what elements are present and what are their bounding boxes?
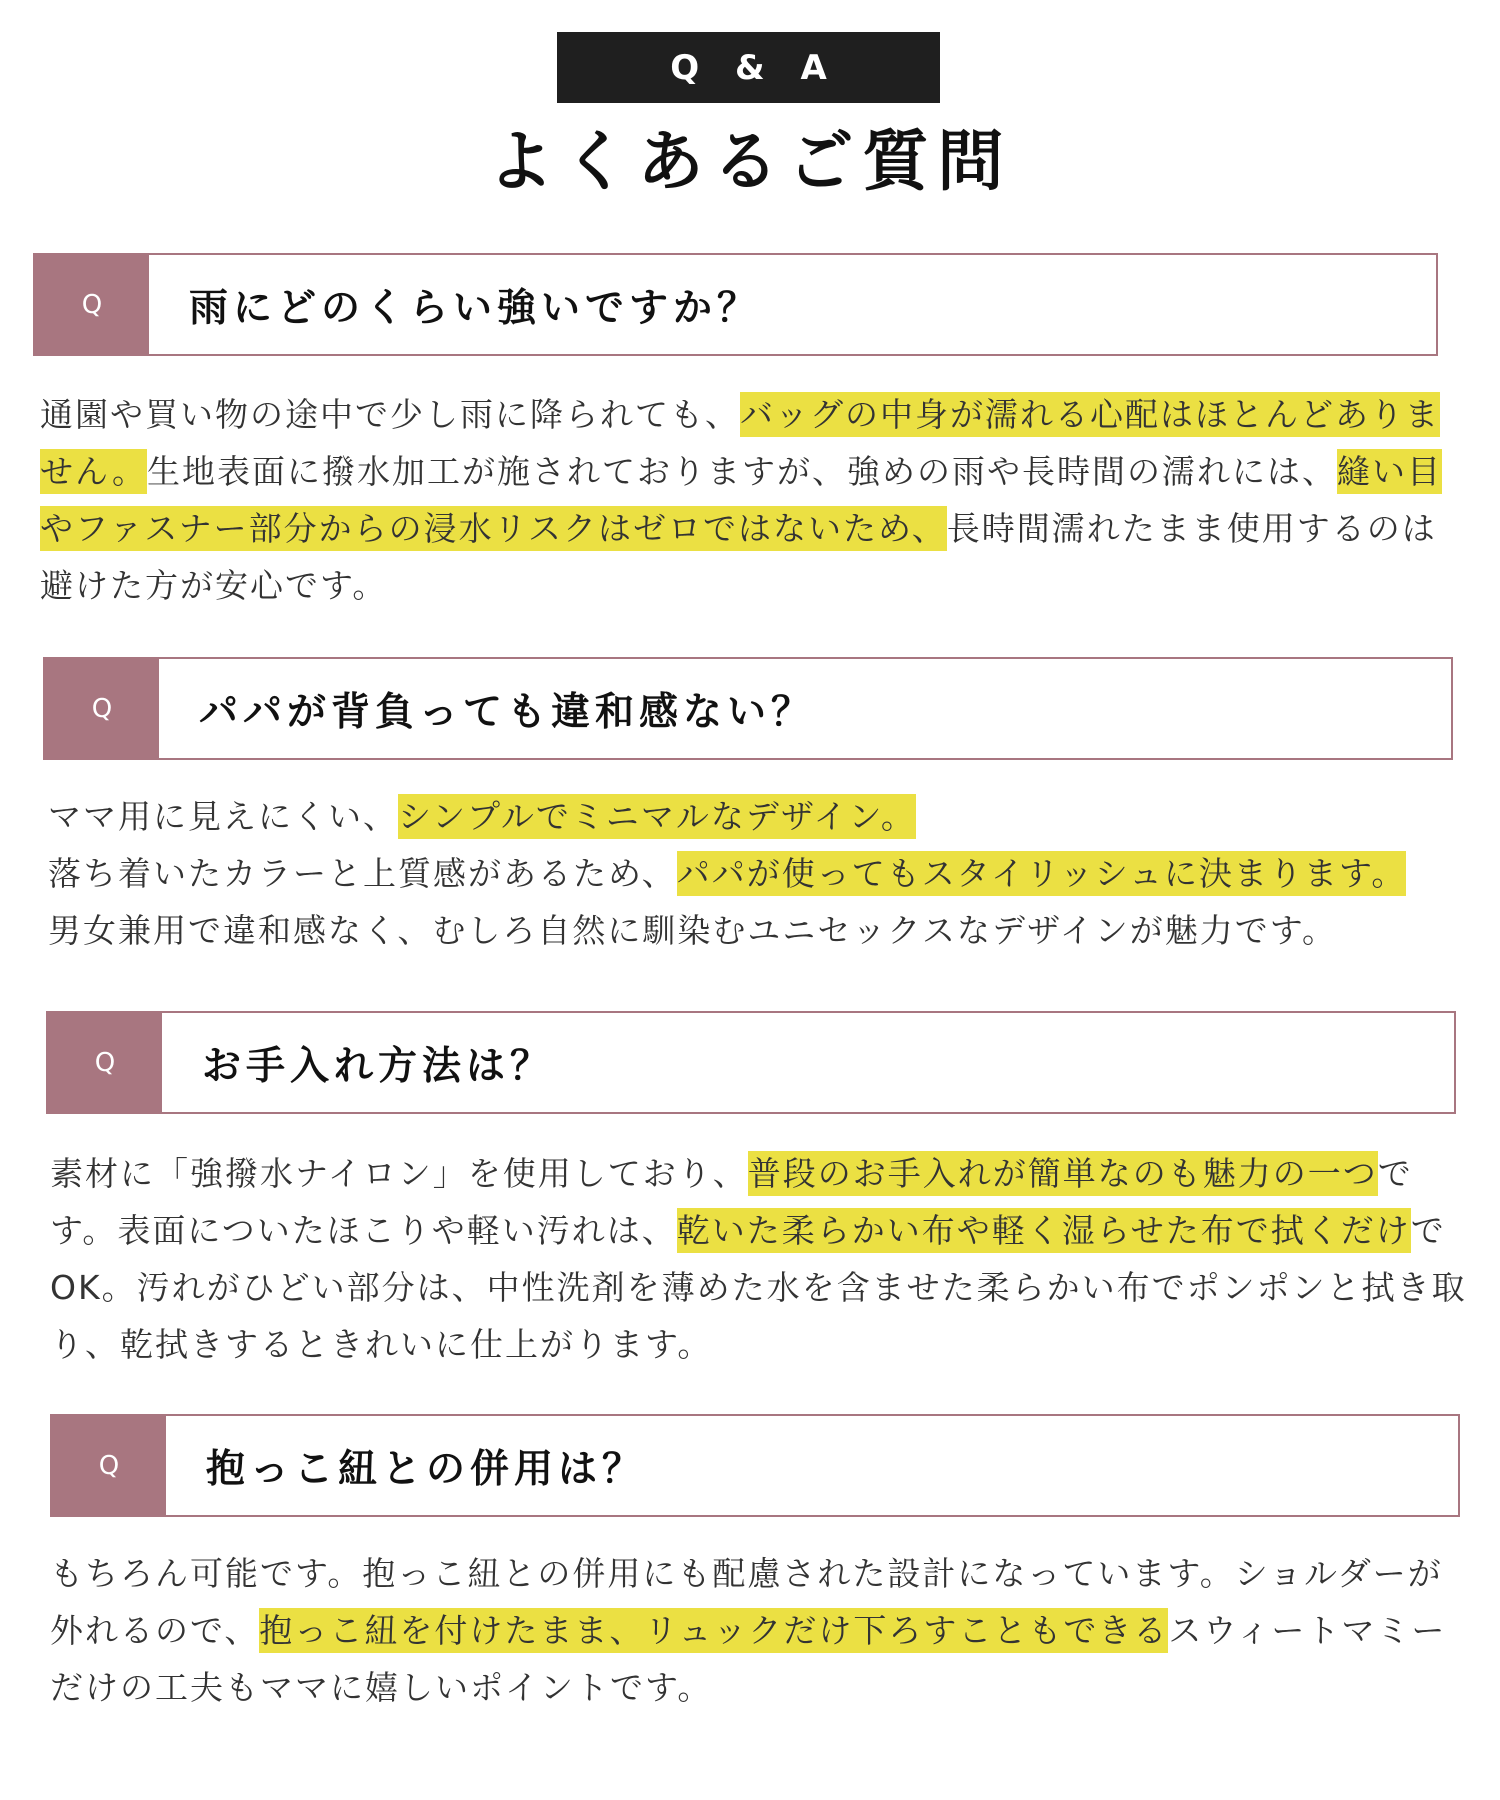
question-text: パパが背負っても違和感ない？ [199,689,816,735]
answer-highlight: 乾いた柔らかい布や軽く湿らせた布で拭くだけ [677,1208,1411,1253]
answer-text [40,386,1460,614]
answer-text [48,788,1488,959]
question-box [46,1011,1456,1114]
section-badge: Q & A [557,32,940,103]
answer-segment: 落ち着いたカラーと上質感があるため、 [48,854,677,893]
answer-text [50,1145,1480,1373]
answer-segment: 男女兼用で違和感なく、むしろ自然に馴染むユニセックスなデザインが魅力です。 [48,911,1338,950]
question-text: 抱っこ紐との併用は？ [206,1446,647,1492]
question-box [50,1414,1460,1517]
question-text: 雨にどのくらい強いですか？ [189,285,762,331]
answer-text [50,1545,1470,1716]
answer-highlight: 抱っこ紐を付けたまま、リュックだけ下ろすこともできる [259,1608,1168,1653]
answer-segment: 通園や買い物の途中で少し雨に降られても、 [40,395,740,434]
answer-segment: 素材に「強撥水ナイロン」を使用しており、 [50,1154,748,1193]
answer-segment: 長時間濡れたまま使用するのは避けた方が安心です。 [40,509,1437,605]
page-title: よくあるご質問 [487,123,1013,200]
answer-highlight: パパが使ってもスタイリッシュに決まります。 [677,851,1407,896]
answer-highlight: 縫い目やファスナー部分からの浸水リスクはゼロではないため、 [40,449,1442,551]
answer-highlight: バッグの中身が濡れる心配はほとんどありません。 [40,392,1440,494]
answer-segment: でOK。汚れがひどい部分は、中性洗剤を薄めた水を含ませた柔らかい布でポンポンと拭き取り、乾拭きするときれいに仕上がります。 [50,1211,1467,1364]
answer-highlight: 普段のお手入れが簡単なのも魅力の一つ [748,1151,1378,1196]
answer-highlight: シンプルでミニマルなデザイン。 [398,794,916,839]
answer-segment: です。表面についたほこりや軽い汚れは、 [50,1154,1413,1250]
answer-segment: スウィートマミーだけの工夫もママに嬉しいポイントです。 [50,1611,1447,1707]
q-mark: Q [48,1013,162,1112]
question-box [43,657,1453,760]
answer-segment: 生地表面に撥水加工が施されておりますが、強めの雨や長時間の濡れには、 [146,452,1337,491]
question-box [33,253,1438,356]
question-text: お手入れ方法は？ [202,1043,555,1089]
q-mark: Q [45,659,159,758]
q-mark: Q [35,255,149,354]
answer-segment: ママ用に見えにくい、 [48,797,398,836]
answer-segment: もちろん可能です。抱っこ紐との併用にも配慮された設計になっています。ショルダーが外れるので、 [50,1554,1443,1650]
q-mark: Q [52,1416,166,1515]
